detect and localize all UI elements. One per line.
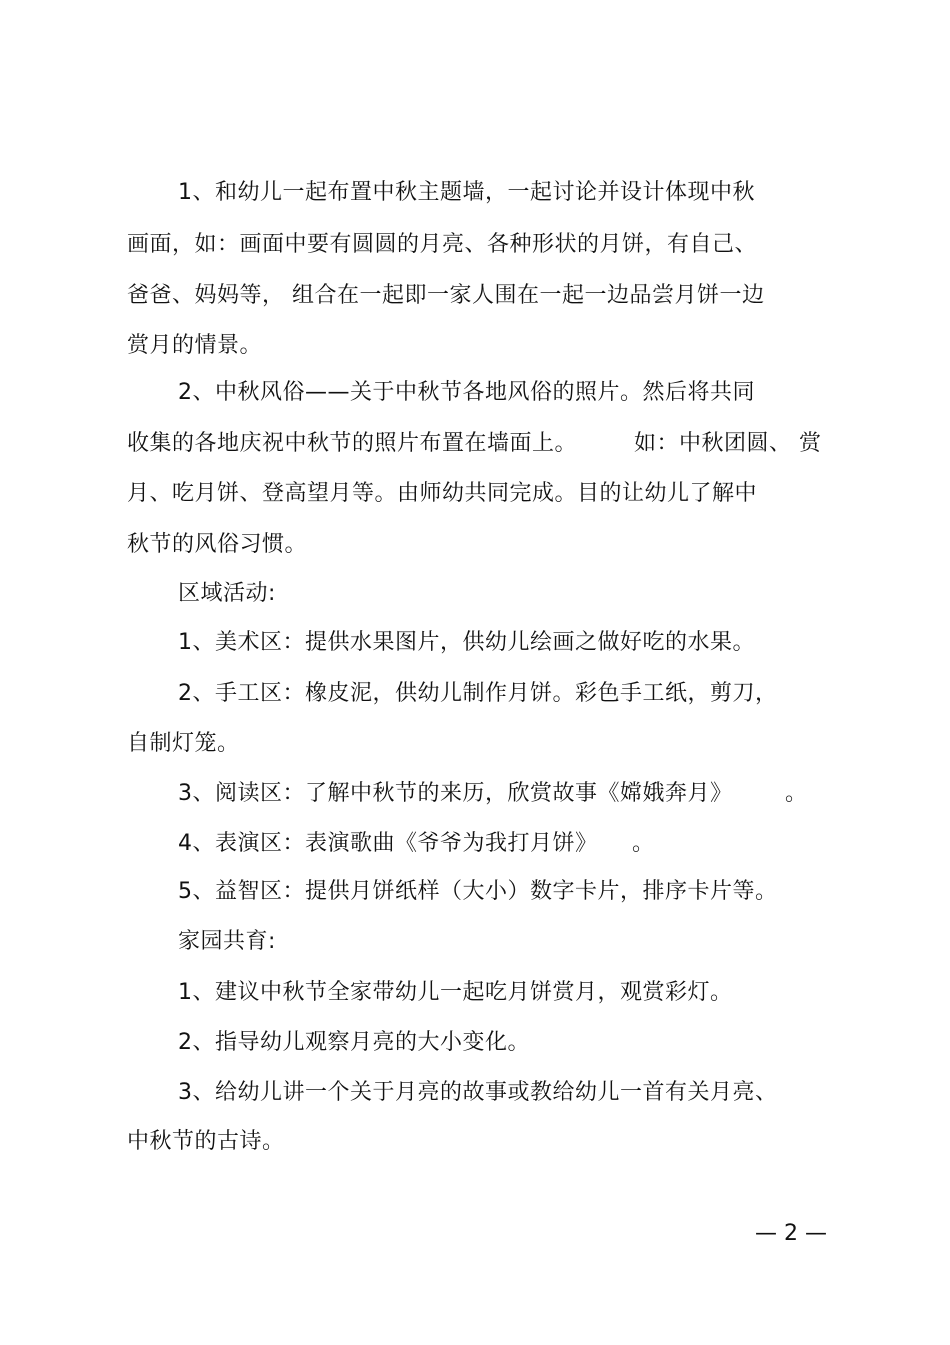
- list-item: 2、指导幼儿观察月亮的大小变化。: [178, 1030, 530, 1055]
- paragraph-line: 如：中秋团圆、 赏: [634, 431, 822, 456]
- list-item: 5、益智区：提供月饼纸样（大小）数字卡片，排序卡片等。: [178, 879, 778, 904]
- paragraph-line: 1、和幼儿一起布置中秋主题墙，一起讨论并设计体现中秋: [178, 180, 755, 205]
- list-item-punctuation: 。: [785, 781, 808, 806]
- page-number: — 2 —: [755, 1221, 827, 1246]
- paragraph-line: 画面，如：画面中要有圆圆的月亮、各种形状的月饼，有自己、: [127, 232, 758, 257]
- list-item: 1、建议中秋节全家带幼儿一起吃月饼赏月，观赏彩灯。: [178, 980, 733, 1005]
- list-item: 3、给幼儿讲一个关于月亮的故事或教给幼儿一首有关月亮、: [178, 1080, 778, 1105]
- paragraph-line: 收集的各地庆祝中秋节的照片布置在墙面上。: [127, 431, 578, 456]
- paragraph-line: 2、中秋风俗——关于中秋节各地风俗的照片。然后将共同: [178, 380, 755, 405]
- list-item-continuation: 中秋节的古诗。: [127, 1129, 285, 1154]
- paragraph-line: 赏月的情景。: [127, 333, 263, 358]
- section-heading: 区域活动:: [178, 581, 276, 606]
- list-item: 2、手工区：橡皮泥，供幼儿制作月饼。彩色手工纸，剪刀，: [178, 681, 778, 706]
- list-item: 1、美术区：提供水果图片，供幼儿绘画之做好吃的水果。: [178, 630, 755, 655]
- section-heading: 家园共育:: [178, 929, 276, 954]
- paragraph-line: 秋节的风俗习惯。: [127, 532, 308, 557]
- list-item-punctuation: 。: [632, 831, 655, 856]
- paragraph-line: 爸爸、妈妈等， 组合在一起即一家人围在一起一边品尝月饼一边: [127, 283, 765, 308]
- list-item: 4、表演区：表演歌曲《爷爷为我打月饼》: [178, 831, 598, 856]
- list-item: 3、阅读区：了解中秋节的来历，欣赏故事《嫦娥奔月》: [178, 781, 733, 806]
- list-item-continuation: 自制灯笼。: [127, 731, 240, 756]
- paragraph-line: 月、吃月饼、登高望月等。由师幼共同完成。目的让幼儿了解中: [127, 481, 758, 506]
